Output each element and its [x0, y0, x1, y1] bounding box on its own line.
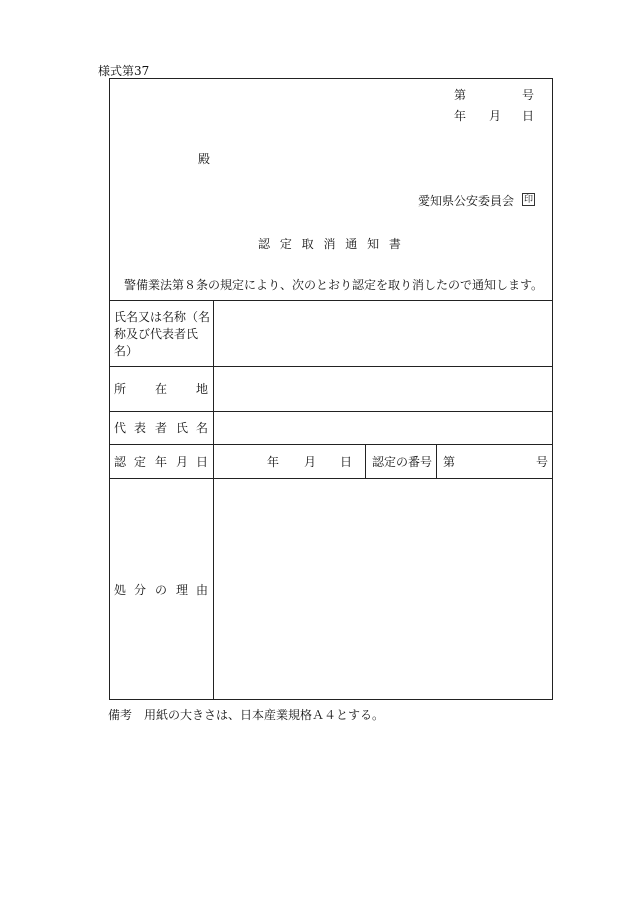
cert-date-char-5: 日	[196, 455, 209, 469]
reason-char-3: の	[155, 583, 168, 597]
row-divider-1	[109, 300, 553, 301]
cert-date-char-2: 定	[134, 455, 147, 469]
frame-right	[552, 78, 553, 700]
number-prefix: 第	[454, 88, 467, 102]
frame-left	[109, 78, 110, 700]
issuer: 愛知県公安委員会	[418, 194, 515, 208]
cert-number-label: 認定の番号	[372, 455, 433, 469]
reason-char-2: 分	[134, 583, 147, 597]
seal-text: 印	[523, 195, 533, 205]
cert-number-prefix: 第	[443, 455, 456, 469]
date-year: 年	[454, 109, 467, 123]
addressee-suffix: 殿	[198, 152, 211, 166]
rep-char-3: 者	[155, 421, 168, 435]
name-label-line1: 氏名又は名称（名	[114, 310, 211, 324]
location-char-2: 在	[155, 382, 168, 396]
rep-char-5: 名	[196, 421, 209, 435]
seal-mark	[522, 193, 535, 206]
rep-char-1: 代	[114, 421, 127, 435]
location-char-1: 所	[114, 382, 127, 396]
number-suffix: 号	[522, 88, 535, 102]
frame-top	[109, 78, 553, 79]
reason-char-1: 処	[114, 583, 127, 597]
cert-number-suffix: 号	[536, 455, 549, 469]
rep-char-2: 表	[134, 421, 147, 435]
row-divider-2	[109, 366, 553, 367]
cert-date-char-3: 年	[155, 455, 168, 469]
cert-date-day: 日	[340, 455, 353, 469]
cert-number-divider	[436, 444, 437, 478]
name-label-line3: 名）	[114, 344, 139, 358]
cert-date-char-4: 月	[176, 455, 189, 469]
row-divider-5	[109, 478, 553, 479]
date-month: 月	[489, 109, 502, 123]
label-column-divider	[213, 300, 214, 700]
document-title: 認 定 取 消 通 知 書	[258, 237, 404, 251]
cert-date-month: 月	[304, 455, 317, 469]
reason-char-5: 由	[196, 583, 209, 597]
name-label-line2: 称及び代表者氏	[114, 327, 199, 341]
cert-date-char-1: 認	[114, 455, 127, 469]
statement: 警備業法第８条の規定により、次のとおり認定を取り消したので通知します。	[124, 278, 544, 292]
date-day: 日	[522, 109, 535, 123]
cert-date-divider	[365, 444, 366, 478]
row-divider-4	[109, 444, 553, 445]
rep-char-4: 氏	[176, 421, 189, 435]
reason-char-4: 理	[176, 583, 189, 597]
row-divider-3	[109, 411, 553, 412]
form-number: 様式第37	[98, 64, 150, 78]
cert-date-year: 年	[267, 455, 280, 469]
footnote: 備考 用紙の大きさは、日本産業規格Ａ４とする。	[108, 708, 385, 722]
frame-bottom	[109, 699, 553, 700]
location-char-3: 地	[196, 382, 209, 396]
